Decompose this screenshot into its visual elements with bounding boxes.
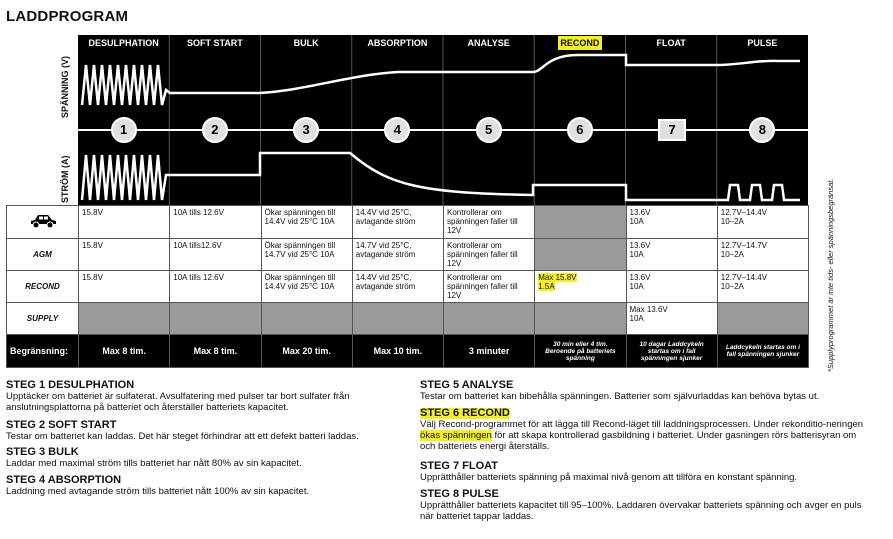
step-description <box>6 380 401 413</box>
current-axis-label: STRÖM (A) <box>60 155 70 203</box>
table-cell <box>535 271 626 303</box>
cell-text: 12.7V–14.4V 10–2A <box>720 208 768 226</box>
step-number-5: 5 <box>476 117 502 143</box>
cell-text: Max 13.6V 10A <box>629 305 668 323</box>
step-number-6: 6 <box>567 117 593 143</box>
step-text: Upprätthåller batteriets kapacitet till 95–100%. Laddaren övervakar batteriets spänning och avger en puls när batteriet tappar laddas. <box>420 500 862 522</box>
stage-header-soft-start: SOFT START <box>186 38 243 48</box>
step-text: för att skapa kontrollerad gasbildning i batteriet. Under gasningen rörs batterisyran om och batteriets energi återställs. <box>420 430 857 452</box>
cell-text: Ökar spänningen till 14.7V vid 25°C 10A <box>264 241 336 259</box>
table-cell <box>170 206 261 239</box>
cell-text: 13.6V 10A <box>629 241 651 259</box>
step-heading: STEG 7 FLOAT <box>420 460 499 472</box>
cell-text: Ökar spänningen till 14.4V vid 25°C 10A <box>264 208 336 226</box>
table-cell <box>717 271 808 303</box>
table-cell <box>444 271 535 303</box>
cell-text: Ökar spänningen till 14.4V vid 25°C 10A <box>264 273 336 291</box>
table-cell <box>79 239 170 271</box>
table-cell <box>535 206 626 239</box>
table-cell <box>626 271 717 303</box>
stage-header-desulphation: DESULPHATION <box>88 38 159 48</box>
table-cell <box>261 206 352 239</box>
stage-header-recond: RECOND <box>558 36 602 50</box>
limit-cell: Max 8 tim. <box>79 335 170 368</box>
cell-text: 14.4V vid 25°C, avtagande ström <box>355 273 416 291</box>
table-cell <box>170 271 261 303</box>
cell-text: 10A tills 12.6V <box>173 273 224 282</box>
row-label-supply: SUPPLY <box>7 303 79 335</box>
car-icon <box>7 206 79 239</box>
table-cell <box>626 206 717 239</box>
step-number-3: 3 <box>293 117 319 143</box>
limit-row <box>7 335 809 368</box>
step-heading: STEG 6 RECOND <box>420 407 510 419</box>
table-cell <box>352 206 443 239</box>
step-heading: STEG 1 DESULPHATION <box>6 379 135 391</box>
step-number-8: 8 <box>749 117 775 143</box>
table-cell <box>170 303 261 335</box>
current-curve <box>82 153 800 200</box>
table-cell <box>535 239 626 271</box>
step-number-2: 2 <box>202 117 228 143</box>
step-heading: STEG 2 SOFT START <box>6 419 117 431</box>
cell-text: 10A tills 12.6V <box>173 208 224 217</box>
step-text: Testar om batteriet kan bibehålla spänningen. Batterier som självurladdas kan behöva bytas ut. <box>420 391 820 402</box>
supply-footnote: *Supplyprogrammet är inte tids- eller spänningsbegränsat. <box>826 178 835 372</box>
limit-cell: Max 20 tim. <box>261 335 352 368</box>
cell-text: 12.7V–14.4V 10–2A <box>720 273 768 291</box>
table-cell <box>626 303 717 335</box>
table-cell <box>444 206 535 239</box>
table-cell <box>170 239 261 271</box>
stage-header-absorption: ABSORPTION <box>367 38 428 48</box>
row-label-recond: RECOND <box>7 271 79 303</box>
table-cell <box>444 239 535 271</box>
step-description <box>420 461 865 483</box>
stage-header-float: FLOAT <box>656 38 686 48</box>
cell-text: 10A tills12.6V <box>173 241 222 250</box>
table-cell <box>535 303 626 335</box>
cell-text: Kontrollerar om spänningen faller till 12V <box>447 208 518 235</box>
cell-text: Kontrollerar om spänningen faller till 12V <box>447 273 518 300</box>
cell-text: 13.6V 10A <box>629 273 651 291</box>
step-heading: STEG 8 PULSE <box>420 488 499 500</box>
stage-header-pulse: PULSE <box>747 38 778 48</box>
limit-cell: Max 8 tim. <box>170 335 261 368</box>
table-cell <box>261 239 352 271</box>
step-text: Laddar med maximal ström tills batteriet har nått 80% av sin kapacitet. <box>6 458 302 469</box>
step-description <box>420 489 865 522</box>
table-row <box>7 303 809 335</box>
charging-program-table <box>6 205 809 368</box>
row-label-agm: AGM <box>7 239 79 271</box>
step-heading: STEG 4 ABSORPTION <box>6 474 122 486</box>
step-text: Upprätthåller batteriets spänning på maximal nivå genom att tillföra en konstant spänning. <box>420 472 798 483</box>
table-row <box>7 239 809 271</box>
step-description <box>6 420 401 442</box>
step-number-4: 4 <box>384 117 410 143</box>
limit-cell: 10 dagar Laddcykeln startas om i fall spänningen sjunker <box>626 335 717 368</box>
table-cell <box>261 271 352 303</box>
step-description <box>420 408 865 452</box>
table-cell <box>444 303 535 335</box>
table-cell <box>79 303 170 335</box>
table-cell <box>352 239 443 271</box>
table-cell <box>261 303 352 335</box>
cell-text: 14.7V vid 25°C, avtagande ström <box>355 241 416 259</box>
stage-header-analyse: ANALYSE <box>467 38 510 48</box>
cell-text: Kontrollerar om spänningen faller till 12V <box>447 241 518 268</box>
limit-cell: Max 10 tim. <box>352 335 443 368</box>
table-cell <box>352 303 443 335</box>
cell-text: 15.8V <box>82 208 103 217</box>
table-row <box>7 206 809 239</box>
cell-text: 15.8V <box>82 241 103 250</box>
step-text: Upptäcker om batteriet är sulfaterat. Avsulfatering med pulser tar bort sulfater från anslutningsplattorna på batteriet och återställer batteriets kapacitet. <box>6 391 350 413</box>
voltage-axis-label: SPÄNNING (V) <box>60 55 70 118</box>
table-cell <box>626 239 717 271</box>
cell-text: Max 15.8V 1.5A <box>538 273 577 291</box>
step-description <box>6 447 401 469</box>
step-heading: STEG 5 ANALYSE <box>420 379 514 391</box>
cell-text: 13.6V 10A <box>629 208 651 226</box>
cell-text: 15.8V <box>82 273 103 282</box>
limit-label: Begränsning: <box>7 335 79 368</box>
battery-icon-7: 7 <box>658 119 686 141</box>
charging-curves <box>78 35 808 205</box>
table-cell <box>717 303 808 335</box>
cell-text: 14.4V vid 25°C, avtagande ström <box>355 208 416 226</box>
step-number-1: 1 <box>111 117 137 143</box>
limit-cell: Laddcykeln startas om i fall spänningen sjunker <box>717 335 808 368</box>
table-cell <box>79 206 170 239</box>
step-text: Laddning med avtagande ström tills batteriet nått 100% av sin kapacitet. <box>6 486 310 497</box>
table-cell <box>79 271 170 303</box>
step-description <box>420 380 865 402</box>
limit-cell: 30 min eller 4 tim. Beroende på batteriets spänning <box>535 335 626 368</box>
step-text: Välj Recond-programmet för att lägga till Recond-läget till laddningsprocessen. Under rekonditio-neringen <box>420 419 864 430</box>
page-title: LADDPROGRAM <box>6 8 129 25</box>
voltage-curve <box>82 55 800 105</box>
step-heading: STEG 3 BULK <box>6 446 79 458</box>
stage-header-bulk: BULK <box>293 38 319 48</box>
step-text: Testar om batteriet kan laddas. Det här steget förhindrar att ett defekt batteri laddas. <box>6 431 359 442</box>
limit-cell: 3 minuter <box>444 335 535 368</box>
table-cell <box>352 271 443 303</box>
table-cell <box>717 239 808 271</box>
table-cell <box>717 206 808 239</box>
table-row <box>7 271 809 303</box>
highlighted-text: ökas spänningen <box>420 430 492 441</box>
step-description <box>6 475 401 497</box>
cell-text: 12.7V–14.7V 10–2A <box>720 241 768 259</box>
